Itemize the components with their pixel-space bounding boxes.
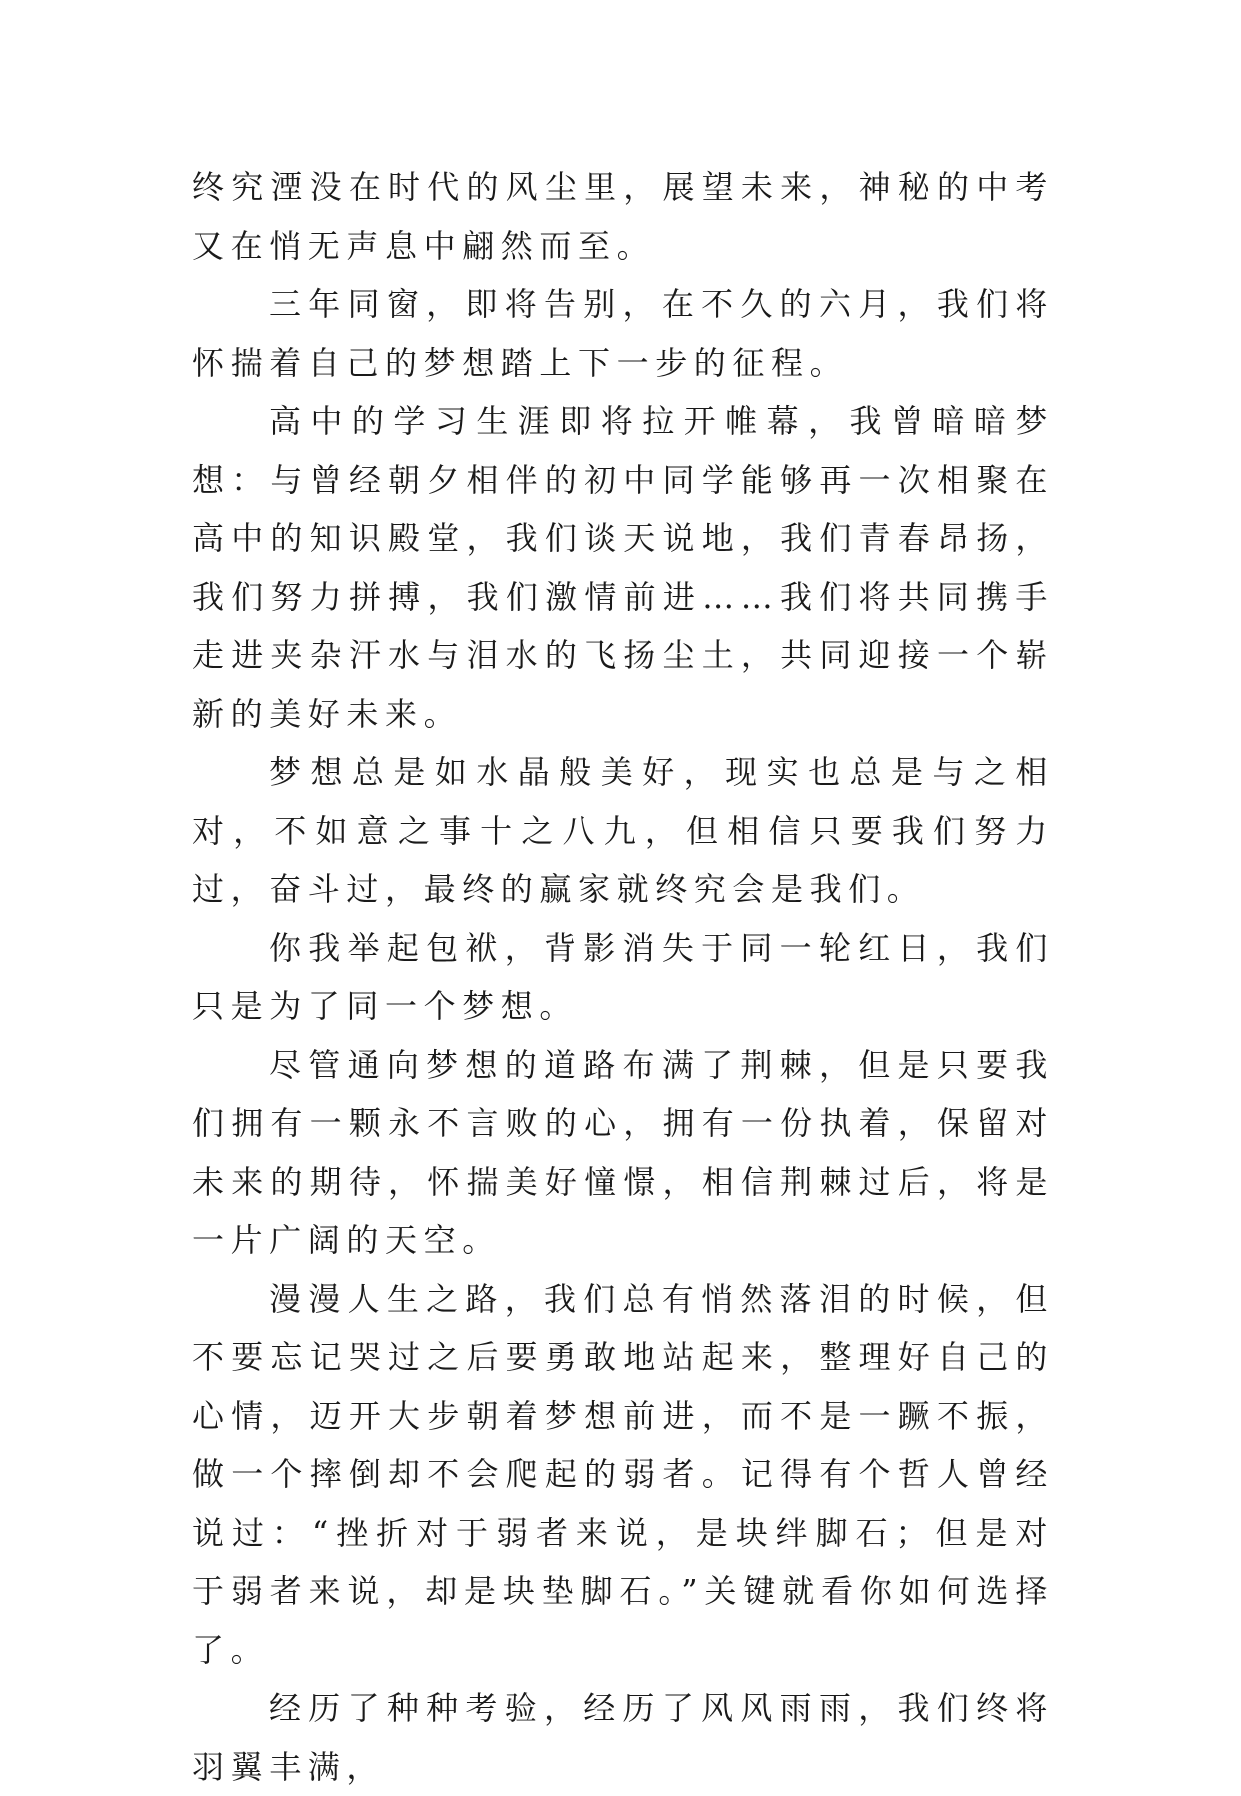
paragraph: 你我举起包袱，背影消失于同一轮红日，我们只是为了同一个梦想。 (192, 928, 1054, 1025)
paragraph: 梦想总是如水晶般美好，现实也总是与之相对，不如意之事十之八九，但相信只要我们努力过，奋斗过，最终的赢家就终究会是我们。 (192, 753, 1054, 908)
paragraph: 经历了种种考验，经历了风风雨雨，我们终将羽翼丰满， (192, 1689, 1054, 1786)
paragraph: 高中的学习生涯即将拉开帷幕，我曾暗暗梦想：与曾经朝夕相伴的初中同学能够再一次相聚在高中的知识殿堂，我们谈天说地，我们青春昂扬，我们努力拼搏，我们激情前进……我们将共同携手走进夹杂汗水与泪水的飞扬尘土，共同迎接一个崭新的美好未来。 (192, 402, 1054, 733)
document-body (192, 158, 1054, 1796)
paragraph: 漫漫人生之路，我们总有悄然落泪的时候，但不要忘记哭过之后要勇敢地站起来，整理好自己的心情，迈开大步朝着梦想前进，而不是一蹶不振，做一个摔倒却不会爬起的弱者。记得有个哲人曾经说过：“挫折对于弱者来说，是块绊脚石；但是对于弱者来说，却是块垫脚石。”关键就看你如何选择了。 (192, 1279, 1054, 1669)
paragraph: 尽管通向梦想的道路布满了荆棘，但是只要我们拥有一颗永不言败的心，拥有一份执着，保留对未来的期待，怀揣美好憧憬，相信荆棘过后，将是一片广阔的天空。 (192, 1045, 1054, 1259)
paragraph: 终究湮没在时代的风尘里，展望未来，神秘的中考又在悄无声息中翩然而至。 (192, 168, 1054, 265)
paragraph: 三年同窗，即将告别，在不久的六月，我们将怀揣着自己的梦想踏上下一步的征程。 (192, 285, 1054, 382)
